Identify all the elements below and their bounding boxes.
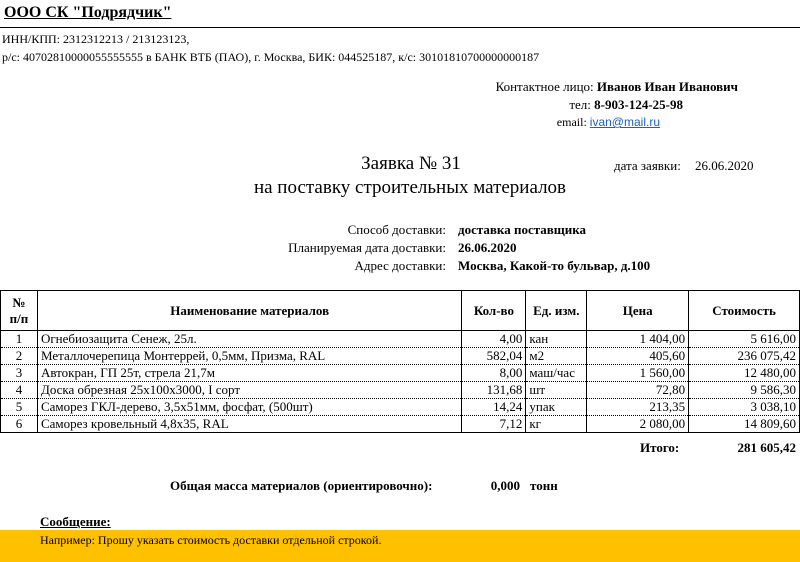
row-cost: 14 809,60 bbox=[689, 416, 800, 433]
row-price: 405,60 bbox=[587, 348, 689, 365]
row-cost: 3 038,10 bbox=[689, 399, 800, 416]
contact-person bbox=[496, 79, 738, 95]
row-qty: 14,24 bbox=[462, 399, 526, 416]
request-date-value: 26.06.2020 bbox=[695, 158, 754, 173]
row-unit: м2 bbox=[526, 348, 587, 365]
row-cost: 12 480,00 bbox=[689, 365, 800, 382]
mass-unit: тонн bbox=[530, 478, 558, 493]
request-date-label: дата заявки: bbox=[614, 158, 681, 173]
row-number: 2 bbox=[1, 348, 38, 365]
header-number bbox=[1, 291, 38, 331]
header-price: Цена bbox=[587, 291, 689, 331]
contact-phone bbox=[569, 97, 683, 113]
table-row bbox=[1, 382, 800, 399]
total-label: Итого: bbox=[640, 440, 680, 455]
header-qty: Кол-во bbox=[462, 291, 526, 331]
row-price: 2 080,00 bbox=[587, 416, 689, 433]
row-material-name: Металлочерепица Монтеррей, 0,5мм, Призма, RAL bbox=[37, 348, 461, 365]
row-material-name: Автокран, ГП 25т, стрела 21,7м bbox=[37, 365, 461, 382]
message-text: Например: Прошу указать стоимость доставки отдельной строкой. bbox=[40, 533, 382, 547]
table-header-row bbox=[1, 291, 800, 331]
contact-email-label: email: bbox=[556, 115, 587, 129]
mass-label: Общая масса материалов (ориентировочно): bbox=[170, 478, 433, 493]
row-unit: шт bbox=[526, 382, 587, 399]
row-cost: 5 616,00 bbox=[689, 331, 800, 348]
delivery-method-label: Способ доставки: bbox=[347, 222, 446, 237]
contact-email bbox=[557, 115, 660, 130]
row-material-name: Доска обрезная 25х100х3000, I сорт bbox=[37, 382, 461, 399]
row-number: 4 bbox=[1, 382, 38, 399]
row-unit: кг bbox=[526, 416, 587, 433]
row-unit: упак bbox=[526, 399, 587, 416]
table-row bbox=[1, 331, 800, 348]
company-requisites-line1: ИНН/КПП: 2312312213 / 213123123, bbox=[2, 32, 190, 46]
row-price: 1 560,00 bbox=[587, 365, 689, 382]
row-qty: 8,00 bbox=[462, 365, 526, 382]
row-price: 213,35 bbox=[587, 399, 689, 416]
contact-person-name: Иванов Иван Иванович bbox=[596, 79, 738, 94]
mass-value: 0,000 bbox=[490, 478, 520, 493]
row-material-name: Саморез ГКЛ-дерево, 3,5х51мм, фосфат, (500шт) bbox=[37, 399, 461, 416]
row-qty: 131,68 bbox=[462, 382, 526, 399]
contact-person-label: Контактное лицо: bbox=[495, 79, 594, 94]
table-row bbox=[1, 416, 800, 433]
header-number-line2: п/п bbox=[9, 310, 29, 326]
row-material-name: Огнебиозащита Сенеж, 25л. bbox=[37, 331, 461, 348]
materials-table bbox=[0, 290, 800, 433]
row-price: 1 404,00 bbox=[587, 331, 689, 348]
request-title: Заявка № 31 bbox=[361, 153, 461, 174]
company-name: ООО СК "Подрядчик" bbox=[4, 4, 172, 21]
delivery-method-value: доставка поставщика bbox=[458, 222, 587, 237]
row-unit: маш/час bbox=[526, 365, 587, 382]
header-unit: Ед. изм. bbox=[526, 291, 587, 331]
row-material-name: Саморез кровельный 4,8х35, RAL bbox=[37, 416, 461, 433]
table-row bbox=[1, 348, 800, 365]
table-row bbox=[1, 365, 800, 382]
contact-email-link[interactable]: ivan@mail.ru bbox=[589, 115, 660, 129]
message-label: Сообщение: bbox=[40, 514, 111, 529]
delivery-address-value: Москва, Какой-то бульвар, д.100 bbox=[458, 258, 651, 273]
row-number: 1 bbox=[1, 331, 38, 348]
delivery-date-label: Планируемая дата доставки: bbox=[288, 240, 446, 255]
header-number-line1: № bbox=[12, 294, 26, 310]
row-number: 5 bbox=[1, 399, 38, 416]
header-name: Наименование материалов bbox=[37, 291, 461, 331]
header-divider bbox=[0, 27, 800, 28]
delivery-date-value: 26.06.2020 bbox=[458, 240, 517, 255]
row-unit: кан bbox=[526, 331, 587, 348]
row-qty: 582,04 bbox=[462, 348, 526, 365]
company-requisites-line2: р/с: 40702810000055555555 в БАНК ВТБ (ПАО), г. Москва, БИК: 044525187, к/с: 30101810700000000187 bbox=[2, 50, 540, 64]
contact-phone-label: тел: bbox=[569, 97, 591, 112]
table-row bbox=[1, 399, 800, 416]
request-subtitle: на поставку строительных материалов bbox=[253, 177, 567, 198]
row-qty: 4,00 bbox=[462, 331, 526, 348]
row-qty: 7,12 bbox=[462, 416, 526, 433]
total-value: 281 605,42 bbox=[737, 440, 796, 455]
row-cost: 9 586,30 bbox=[689, 382, 800, 399]
contact-phone-value: 8-903-124-25-98 bbox=[594, 97, 683, 112]
row-number: 3 bbox=[1, 365, 38, 382]
header-cost: Стоимость bbox=[689, 291, 800, 331]
delivery-address-label: Адрес доставки: bbox=[354, 258, 446, 273]
row-number: 6 bbox=[1, 416, 38, 433]
row-cost: 236 075,42 bbox=[689, 348, 800, 365]
row-price: 72,80 bbox=[587, 382, 689, 399]
